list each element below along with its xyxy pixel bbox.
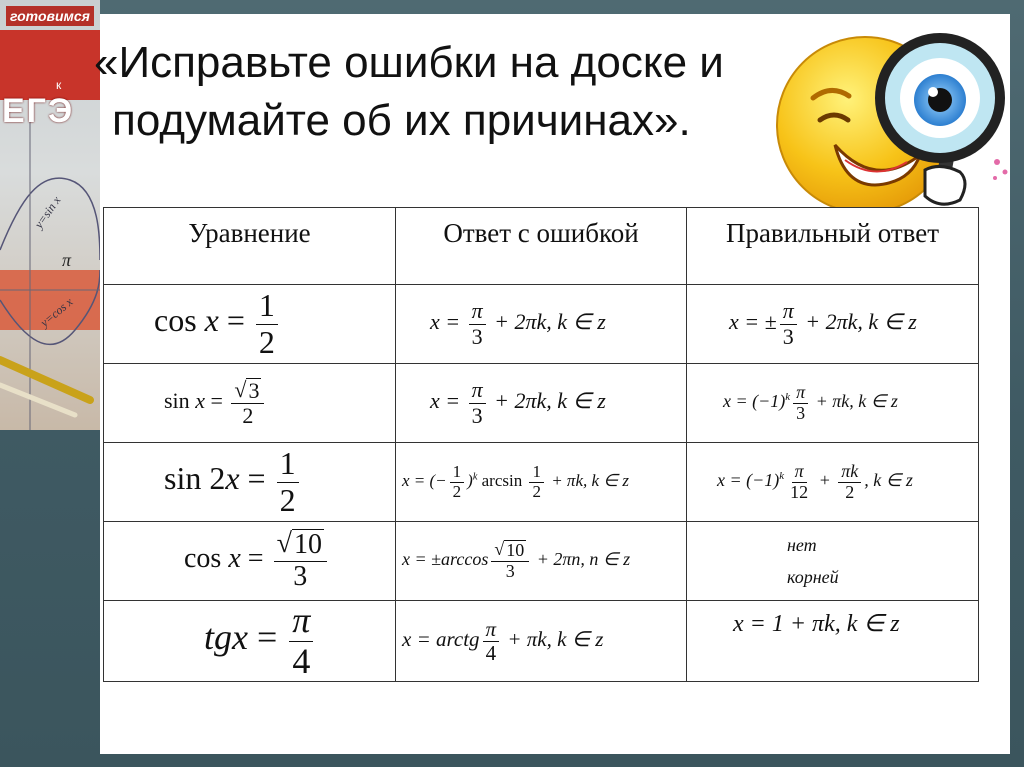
cover-exam-label: ЕГЭ (2, 92, 75, 130)
equation-formula: cos x = √ 10 3 (104, 543, 330, 574)
wrong-answer-cell (396, 601, 687, 682)
correct-answer-formula: x = ± $\frac{\pi}{3}$ + 2πk, k ∈ z (729, 298, 917, 349)
table-row (104, 601, 979, 682)
equation-cell (104, 285, 396, 364)
correct-answer-cell (687, 443, 979, 522)
wrong-answer-cell (396, 522, 687, 601)
table-row (104, 443, 979, 522)
table-header-row (104, 208, 979, 285)
correct-answer-formula: $x = (-1)^k$ $\frac{\pi}{3}$ + πk, k ∈ z (723, 381, 898, 423)
equation-formula: cos x = $\frac{1}{2}$ (104, 302, 281, 338)
equation-cell (104, 364, 396, 443)
table-row (104, 522, 979, 601)
equation-formula: sin 2x = $\frac{1}{2}$ (104, 460, 302, 496)
no-roots-line-1: нет (787, 535, 817, 555)
wrong-answer-cell (396, 364, 687, 443)
correct-answer-cell (687, 285, 979, 364)
correct-answer-cell (687, 601, 979, 682)
cover-function-sin: y=sin x (31, 193, 64, 231)
wrong-answer-cell (396, 443, 687, 522)
correct-answer-cell (687, 522, 979, 601)
equation-formula: sin x = √ 3 2 (104, 388, 267, 413)
correct-answer-formula: x = 1 + πk, k ∈ z (733, 610, 900, 637)
wrong-answer-formula: x = $\frac{\pi}{3}$ + 2πk, k ∈ z (430, 377, 606, 428)
cover-function-cos: y=cos x (37, 294, 76, 330)
wrong-answer-formula: x = $\frac{\pi}{3}$ + 2πk, k ∈ z (430, 298, 606, 349)
wrong-answer-formula: x = (− $\frac{1}{2}$ )$^k$ arcsin $\frac{1}{2}$ + πk, k ∈ z (402, 461, 629, 501)
textbook-cover-image (0, 0, 100, 430)
correct-answer-cell (687, 364, 979, 443)
heading-line-1: «Исправьте ошибки на доске и (94, 38, 724, 87)
equation-cell (104, 522, 396, 601)
cover-pi-label: π (62, 250, 72, 270)
cover-title: готовимся (6, 6, 94, 26)
equations-table (103, 207, 979, 682)
table-row (104, 285, 979, 364)
table-row (104, 364, 979, 443)
correct-answer-formula: $x = (-1)^k$ $\frac{\pi}{12}$ + $\frac{\pi k}{2}$ , k ∈ z (717, 460, 913, 502)
slide-heading (94, 34, 774, 150)
header-wrong-answer: Ответ с ошибкой (396, 208, 687, 285)
equation-cell (104, 443, 396, 522)
header-correct-answer: Правильный ответ (687, 208, 979, 285)
cover-letter: к (56, 78, 62, 92)
wrong-answer-formula: x = ±arccos √ 10 3 + 2πn, n ∈ z (402, 539, 631, 581)
heading-line-2: подумайте об их причинах». (112, 96, 691, 145)
wrong-answer-cell (396, 285, 687, 364)
smiley-magnifier-icon (775, 20, 1015, 220)
no-roots-answer (687, 529, 978, 593)
wrong-answer-formula: x = arctg $\frac{\pi}{4}$ + πk, k ∈ z (402, 616, 604, 665)
equation-formula: tgx = $\frac{\pi}{4}$ (104, 617, 316, 657)
header-equation: Уравнение (104, 208, 396, 285)
no-roots-line-2: корней (787, 567, 839, 587)
equation-cell (104, 601, 396, 682)
